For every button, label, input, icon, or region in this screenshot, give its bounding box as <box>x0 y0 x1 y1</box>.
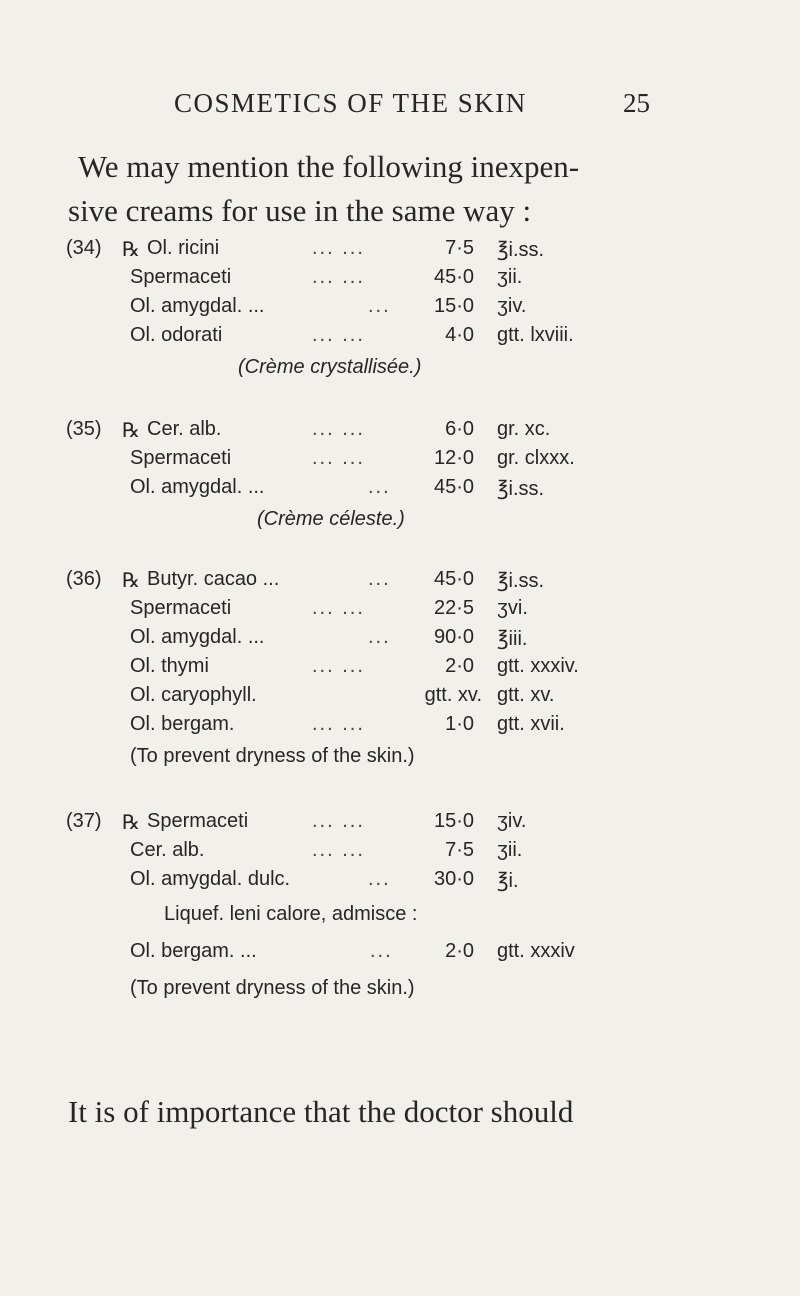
page-number: 25 <box>623 88 650 118</box>
ingredient-name: Ol. ricini <box>147 237 220 259</box>
metric-quantity: 2·0 <box>445 655 474 677</box>
recipe-instruction: Liquef. leni calore, admisce : <box>164 903 418 925</box>
ingredient-name: Ol. odorati <box>130 324 223 346</box>
metric-quantity: 6·0 <box>445 418 474 440</box>
ingredient-name: Spermaceti <box>147 810 249 832</box>
leader-dots: ... ... <box>312 418 365 440</box>
leader-dots: ... <box>368 868 391 890</box>
recipe-number: (35) <box>66 418 102 440</box>
leader-dots: ... ... <box>312 237 365 259</box>
recipe-34-row-2 <box>0 266 800 294</box>
apothecary-quantity: ʒii. <box>497 839 523 861</box>
leader-dots: ... ... <box>312 324 365 346</box>
recipe-36-note-row <box>0 745 800 773</box>
leader-dots: ... <box>368 568 391 590</box>
metric-quantity: 45·0 <box>433 568 474 590</box>
leader-dots: ... ... <box>312 266 365 288</box>
apothecary-quantity: ℥i.ss. <box>497 570 545 592</box>
metric-quantity: 12·0 <box>433 447 474 469</box>
apothecary-quantity: gtt. lxviii. <box>497 324 574 346</box>
recipe-36-row-6 <box>0 713 800 741</box>
apothecary-quantity: gtt. xvii. <box>497 713 565 735</box>
apothecary-quantity: gr. xc. <box>497 418 551 440</box>
recipe-35-row-3 <box>0 476 800 504</box>
recipe-number: (37) <box>66 810 102 832</box>
apothecary-quantity: ℥i.ss. <box>497 478 545 500</box>
recipe-36-row-3 <box>0 626 800 654</box>
apothecary-quantity: ℥iii. <box>497 628 528 650</box>
ingredient-name: Ol. amygdal. dulc. <box>130 868 291 890</box>
ingredient-name: Ol. amygdal. ... <box>130 295 265 317</box>
ingredient-name: Cer. alb. <box>147 418 222 440</box>
metric-quantity: 7·5 <box>445 237 474 259</box>
metric-quantity: 1·0 <box>445 713 474 735</box>
metric-quantity: 2·0 <box>445 940 474 962</box>
ingredient-name: Cer. alb. <box>130 839 205 861</box>
apothecary-quantity: ʒvi. <box>497 597 528 619</box>
apothecary-quantity: ℥i.ss. <box>497 239 545 261</box>
leader-dots: ... ... <box>312 839 365 861</box>
ingredient-name: Ol. caryophyll. <box>130 684 257 706</box>
metric-quantity: 15·0 <box>433 810 474 832</box>
metric-quantity: 90·0 <box>433 626 474 648</box>
recipe-34-row-4 <box>0 324 800 352</box>
metric-quantity: 22·5 <box>433 597 474 619</box>
recipe-note: (To prevent dryness of the skin.) <box>130 745 415 767</box>
rx-symbol-icon: ℞ <box>122 420 140 442</box>
recipe-34-row-1 <box>0 237 800 265</box>
metric-quantity: 45·0 <box>433 266 474 288</box>
recipe-36-row-4 <box>0 655 800 683</box>
recipe-34-row-3 <box>0 295 800 323</box>
leader-dots: ... ... <box>312 713 365 735</box>
recipe-37-instruction-row <box>0 903 800 931</box>
recipe-note: (To prevent dryness of the skin.) <box>130 977 415 999</box>
leader-dots: ... <box>368 476 391 498</box>
apothecary-quantity: ʒiv. <box>497 810 527 832</box>
intro-line-1: We may mention the following inexpen- <box>78 149 580 184</box>
apothecary-quantity: gtt. xxxiv <box>497 940 575 962</box>
closing-line: It is of importance that the doctor should <box>68 1094 574 1129</box>
recipe-36-row-1 <box>0 568 800 596</box>
recipe-36-row-2 <box>0 597 800 625</box>
rx-symbol-icon: ℞ <box>122 239 140 261</box>
recipe-34-note-row <box>0 356 800 384</box>
leader-dots: ... ... <box>312 597 365 619</box>
recipe-37-row-4 <box>0 940 800 968</box>
ingredient-name: Ol. amygdal. ... <box>130 626 265 648</box>
recipe-37-row-3 <box>0 868 800 896</box>
leader-dots: ... ... <box>312 655 365 677</box>
metric-quantity: 45·0 <box>433 476 474 498</box>
recipe-number: (36) <box>66 568 102 590</box>
recipe-37-row-1 <box>0 810 800 838</box>
metric-quantity: 15·0 <box>433 295 474 317</box>
ingredient-name: Ol. bergam. ... <box>130 940 257 962</box>
ingredient-name: Ol. bergam. <box>130 713 235 735</box>
ingredient-name: Spermaceti <box>130 597 232 619</box>
recipe-35-note-row <box>0 508 800 536</box>
apothecary-quantity: ʒiv. <box>497 295 527 317</box>
metric-quantity: 4·0 <box>445 324 474 346</box>
leader-dots: ... <box>368 626 391 648</box>
apothecary-quantity: gtt. xv. <box>497 684 555 706</box>
leader-dots: ... ... <box>312 810 365 832</box>
recipe-36-row-5 <box>0 684 800 712</box>
ingredient-name: Ol. amygdal. ... <box>130 476 265 498</box>
intro-line-2: sive creams for use in the same way : <box>68 193 532 228</box>
recipe-37-note-row <box>0 977 800 1005</box>
ingredient-name: Spermaceti <box>130 447 232 469</box>
leader-dots: ... <box>368 295 391 317</box>
recipe-37-row-2 <box>0 839 800 867</box>
metric-quantity: 30·0 <box>433 868 474 890</box>
rx-symbol-icon: ℞ <box>122 812 140 834</box>
apothecary-quantity: ℥i. <box>497 870 519 892</box>
apothecary-quantity: gr. clxxx. <box>497 447 575 469</box>
leader-dots: ... <box>370 940 393 962</box>
ingredient-name: Butyr. cacao ... <box>147 568 280 590</box>
ingredient-name: Spermaceti <box>130 266 232 288</box>
recipe-note: (Crème crystallisée.) <box>238 356 422 378</box>
apothecary-quantity: ʒii. <box>497 266 523 288</box>
leader-dots: ... ... <box>312 447 365 469</box>
recipe-35-row-2 <box>0 447 800 475</box>
ingredient-name: Ol. thymi <box>130 655 209 677</box>
running-title: COSMETICS OF THE SKIN <box>174 88 527 118</box>
recipe-35-row-1 <box>0 418 800 446</box>
metric-quantity: gtt. xv. <box>424 684 482 706</box>
apothecary-quantity: gtt. xxxiv. <box>497 655 579 677</box>
rx-symbol-icon: ℞ <box>122 570 140 592</box>
recipe-number: (34) <box>66 237 102 259</box>
metric-quantity: 7·5 <box>445 839 474 861</box>
recipe-note: (Crème céleste.) <box>257 508 405 530</box>
